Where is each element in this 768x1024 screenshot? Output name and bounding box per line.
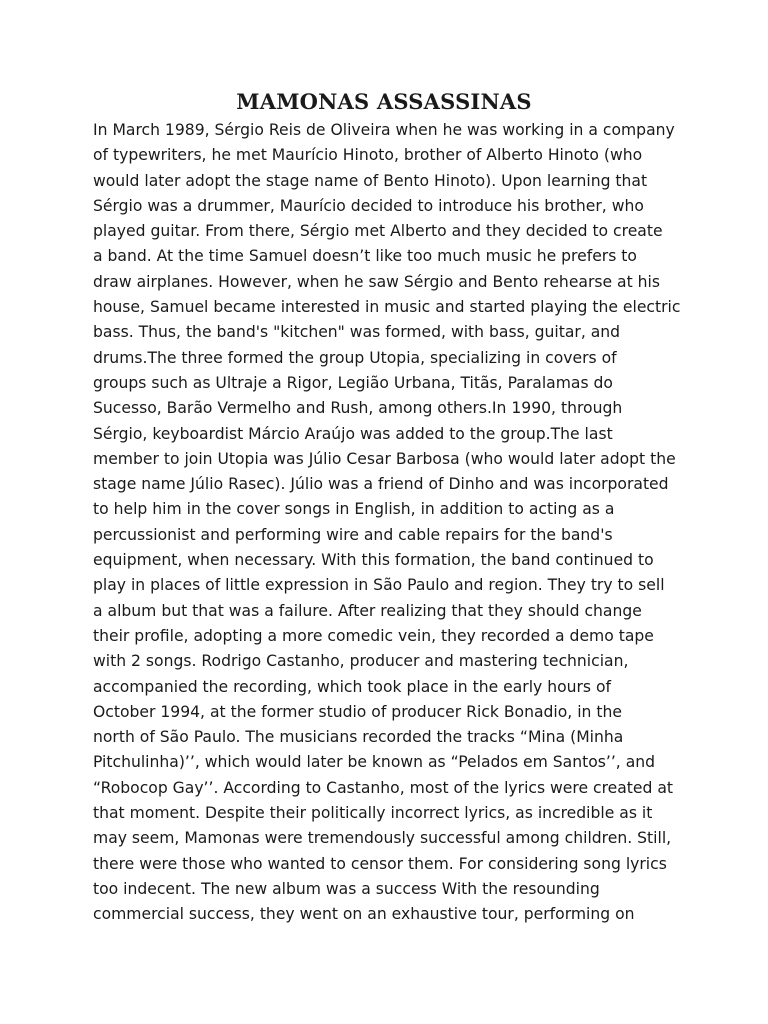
body-text-line: would later adopt the stage name of Bento Hinoto). Upon learning that: [93, 171, 648, 190]
document-title: MAMONAS ASSASSINAS: [236, 89, 532, 114]
body-text-line: Sucesso, Barão Vermelho and Rush, among others.In 1990, through: [93, 399, 623, 418]
body-text-line: Sérgio, keyboardist Márcio Araújo was added to the group.The last: [93, 424, 613, 443]
body-text-line: groups such as Ultraje a Rigor, Legião Urbana, Titãs, Paralamas do: [93, 373, 613, 392]
body-text-line: there were those who wanted to censor them. For considering song lyrics: [93, 854, 667, 873]
body-text-line: a band. At the time Samuel doesn’t like too much music he prefers to: [93, 247, 637, 266]
body-text-line: bass. Thus, the band's "kitchen" was formed, with bass, guitar, and: [93, 323, 621, 342]
body-text-line: commercial success, they went on an exhaustive tour, performing on: [93, 905, 635, 924]
body-text-line: October 1994, at the former studio of producer Rick Bonadio, in the: [93, 702, 622, 721]
body-text-line: house, Samuel became interested in music and started playing the electric: [93, 298, 681, 317]
body-text-line: accompanied the recording, which took place in the early hours of: [93, 677, 612, 696]
body-text-line: played guitar. From there, Sérgio met Alberto and they decided to create: [93, 222, 663, 241]
document-body: [93, 118, 693, 928]
body-text-line: Sérgio was a drummer, Maurício decided to introduce his brother, who: [93, 196, 644, 215]
body-text-line: stage name Júlio Rasec). Júlio was a friend of Dinho and was incorporated: [93, 475, 669, 494]
body-text-line: their profile, adopting a more comedic vein, they recorded a demo tape: [93, 626, 654, 645]
body-text-line: play in places of little expression in São Paulo and region. They try to sell: [93, 576, 665, 595]
body-text-line: to help him in the cover songs in English, in addition to acting as a: [93, 500, 615, 519]
body-text-line: draw airplanes. However, when he saw Sérgio and Bento rehearse at his: [93, 272, 661, 291]
body-text-line: of typewriters, he met Maurício Hinoto, brother of Alberto Hinoto (who: [93, 146, 643, 165]
body-text-line: too indecent. The new album was a success With the resounding: [93, 879, 600, 898]
body-text-line: Pitchulinha)’’, which would later be known as “Pelados em Santos’’, and: [93, 753, 656, 772]
body-text-line: member to join Utopia was Júlio Cesar Barbosa (who would later adopt the: [93, 449, 676, 468]
body-text-line: percussionist and performing wire and cable repairs for the band's: [93, 525, 613, 544]
body-text-line: north of São Paulo. The musicians recorded the tracks “Mina (Minha: [93, 728, 624, 747]
body-text-line: that moment. Despite their politically incorrect lyrics, as incredible as it: [93, 804, 653, 823]
body-text-line: may seem, Mamonas were tremendously successful among children. Still,: [93, 829, 672, 848]
body-text-line: a album but that was a failure. After realizing that they should change: [93, 601, 642, 620]
body-text-line: drums.The three formed the group Utopia, specializing in covers of: [93, 348, 617, 367]
body-text-line: with 2 songs. Rodrigo Castanho, producer and mastering technician,: [93, 652, 629, 671]
body-text-line: In March 1989, Sérgio Reis de Oliveira when he was working in a company: [93, 121, 675, 139]
body-text-line: “Robocop Gay’’. According to Castanho, most of the lyrics were created at: [93, 778, 674, 797]
body-text-line: equipment, when necessary. With this formation, the band continued to: [93, 551, 654, 570]
